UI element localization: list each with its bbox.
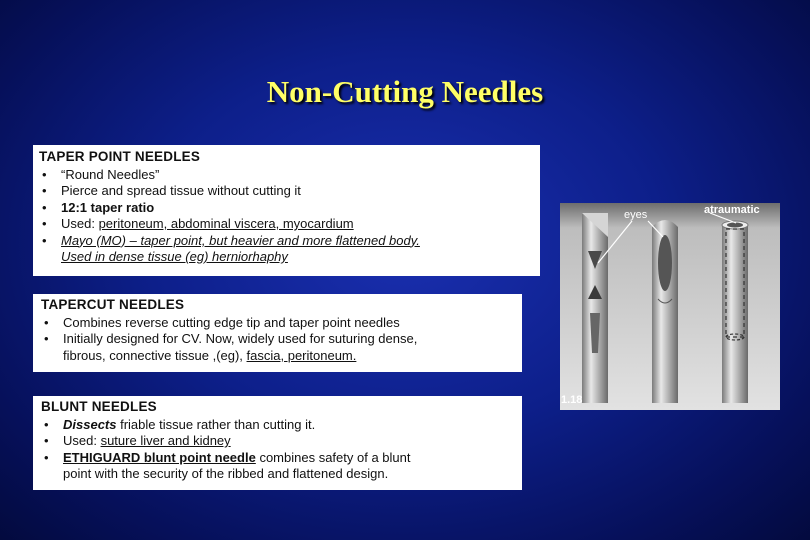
eyes-label: eyes	[624, 209, 648, 221]
list-item: • Mayo (MO) – taper point, but heavier and more flattened body.	[39, 233, 534, 250]
taper-point-panel	[33, 145, 540, 276]
tapercut-panel	[33, 294, 522, 372]
list-item: • Dissects friable tissue rather than cutting it.	[41, 417, 514, 434]
needles-drawing	[560, 203, 780, 410]
list-item: • Used: suture liver and kidney	[41, 433, 514, 450]
list-item: • Used: peritoneum, abdominal viscera, myocardium	[39, 216, 534, 233]
list-item-continuation: Used in dense tissue (eg) herniorhaphy	[61, 249, 288, 264]
taper-point-list	[39, 167, 534, 250]
list-item: • Combines reverse cutting edge tip and taper point needles	[41, 315, 514, 332]
list-item: • ETHIGUARD blunt point needle combines safety of a blunt	[41, 450, 514, 467]
blunt-needles-list	[41, 417, 514, 467]
slotted-eye-needle	[582, 213, 608, 403]
list-item: • 12:1 taper ratio	[39, 200, 534, 217]
atraumatic-label: atraumatic	[704, 204, 760, 216]
list-item: • Initially designed for CV. Now, widely used for suturing dense,	[41, 331, 514, 348]
figure-number: 1.18	[561, 394, 583, 406]
closed-eye-needle	[652, 220, 678, 403]
taper-point-heading: TAPER POINT NEEDLES	[39, 149, 201, 164]
list-item-continuation: point with the security of the ribbed and flattened design.	[63, 466, 389, 481]
list-item: • Pierce and spread tissue without cutting it	[39, 183, 534, 200]
list-item: • “Round Needles”	[39, 167, 534, 184]
blunt-needles-heading: BLUNT NEEDLES	[41, 399, 157, 414]
blunt-needles-panel	[33, 396, 522, 490]
list-item-continuation: fibrous, connective tissue ,(eg), fascia, peritoneum.	[63, 347, 357, 363]
tapercut-list	[41, 315, 514, 348]
slide-title: Non-Cutting Needles	[266, 74, 544, 109]
needle-illustration	[560, 203, 780, 410]
tapercut-heading: TAPERCUT NEEDLES	[41, 297, 185, 312]
atraumatic-needle	[722, 221, 748, 403]
